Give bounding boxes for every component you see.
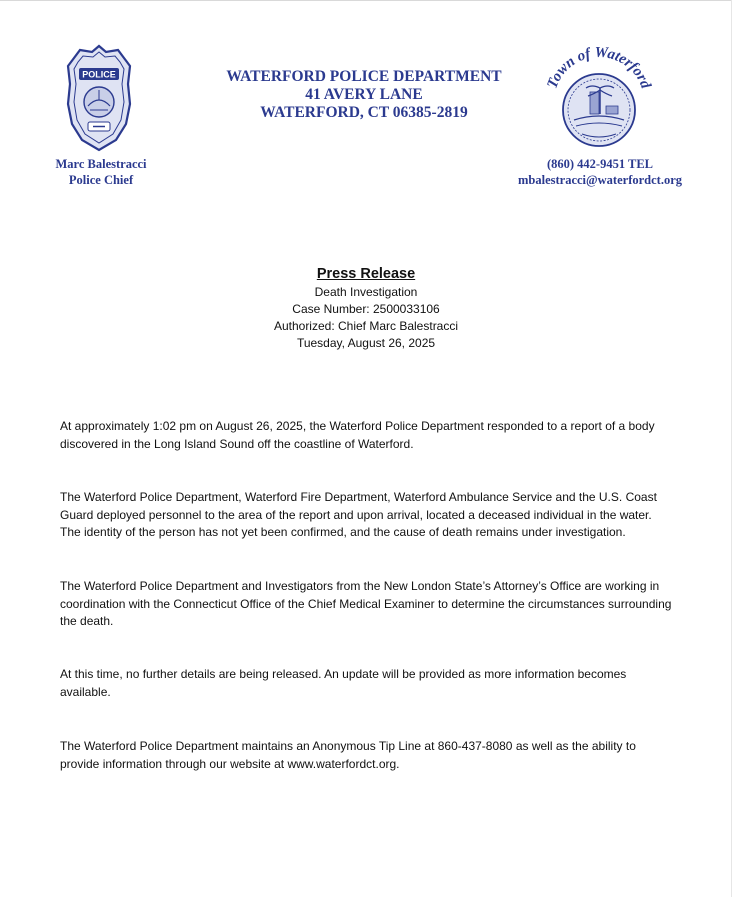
release-date: Tuesday, August 26, 2025 [296, 336, 436, 350]
department-street: 41 AVERY LANE [305, 86, 423, 103]
department-city: WATERFORD, CT 06385-2819 [260, 104, 468, 121]
body-paragraph: At approximately 1:02 pm on August 26, 2025, the Waterford Police Department responded to a report of a body discovered in the Long Island Sound off the coastline of Waterford. [60, 419, 655, 451]
contact-block [500, 156, 700, 188]
body-paragraph: The Waterford Police Department, Waterford Fire Department, Waterford Ambulance Service and the U.S. Coast Guard deployed personnel to the area of the report and upon arrival, located a deceased individual in the water. The identity of the person has not yet been confirmed, and the cause of death remains under investigation. [60, 490, 657, 539]
body-paragraph: The Waterford Police Department and Investigators from the New London State’s Attorney’s Office are working in coordination with the Connecticut Office of the Chief Medical Examiner to determine the circumstances surrounding the death. [60, 579, 672, 628]
town-of-waterford-seal [540, 44, 658, 154]
chief-title: Police Chief [68, 173, 134, 187]
badge-label: POLICE [82, 69, 116, 80]
press-release-heading [216, 264, 516, 352]
release-subject: Death Investigation [314, 285, 418, 299]
release-title: Press Release [316, 266, 416, 282]
body-paragraph: The Waterford Police Department maintains an Anonymous Tip Line at 860-437-8080 as well as the ability to provide information through our website at www.waterfordct.org. [60, 739, 636, 771]
release-authorized: Authorized: Chief Marc Balestracci [273, 319, 459, 333]
top-border [0, 0, 732, 1]
email-address: mbalestracci@waterfordct.org [518, 173, 682, 187]
police-badge-logo [66, 44, 132, 152]
department-address [200, 68, 528, 122]
chief-name: Marc Balestracci [55, 157, 147, 171]
seal-label: Town of Waterford [544, 44, 654, 91]
department-name: WATERFORD POLICE DEPARTMENT [226, 68, 502, 85]
phone-number: (860) 442-9451 TEL [546, 157, 654, 171]
chief-signature-block [40, 156, 162, 188]
body-paragraph: At this time, no further details are being released. An update will be provided as more information becomes available. [60, 667, 627, 699]
release-case-number: Case Number: 2500033106 [292, 302, 440, 316]
